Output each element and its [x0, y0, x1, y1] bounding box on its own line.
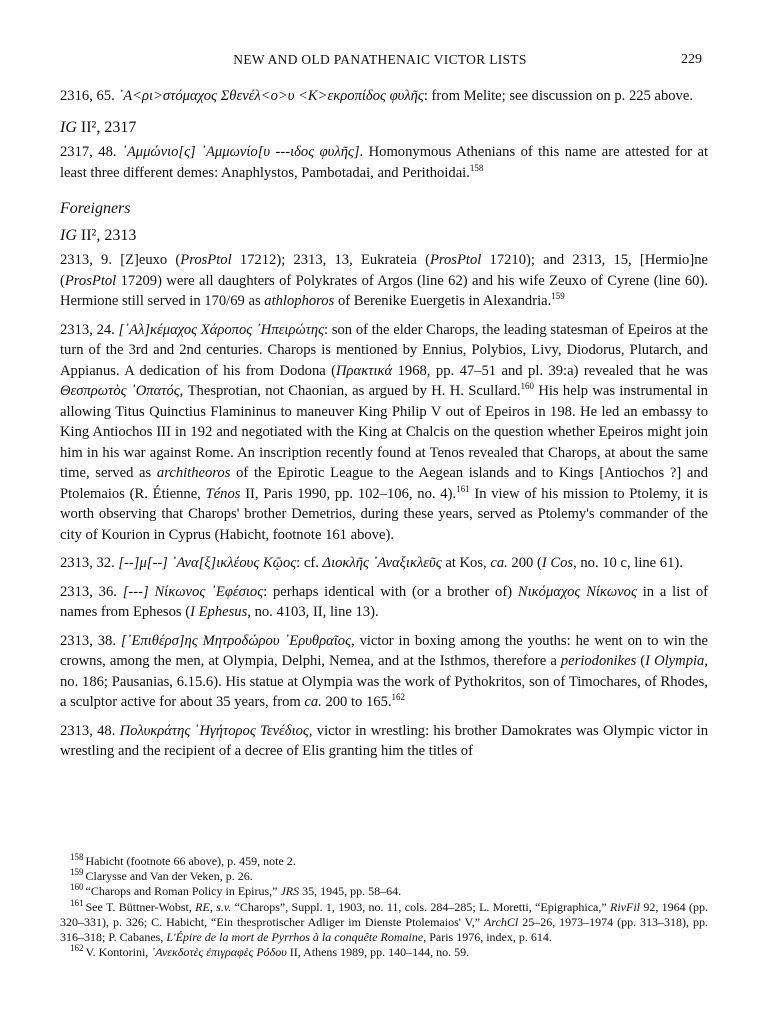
entry-ref: 2316, 65. — [60, 88, 115, 104]
ref-i-olympia: I Olympia — [645, 653, 705, 669]
book-title: L'Épire de la mort de Pyrrhos à la conquête Romaine — [166, 930, 424, 945]
entry-2313-9 — [60, 250, 708, 312]
footnote-number: 158 — [70, 852, 84, 862]
greek-name: [᾿Αλ]κέμαχος Χάροπος ᾿Ηπειρώτης — [118, 321, 325, 338]
ref-i-ephesus: I Ephesus — [190, 604, 248, 620]
ig-label: IG — [60, 226, 77, 244]
entry-text: 200 ( — [507, 555, 542, 571]
entry-text: . Homonymous Athenians of this name are attested for at least three different demes: Anaphlystos, Pambotadai, and Perithoidai. — [60, 144, 708, 181]
greek-name: [᾿Επιθέρσ]ης Μητροδώρου ᾿Ερυθραῖος — [120, 632, 352, 649]
greek-name: Πολυκράτης ῾Ηγήτορος Τενέδιος — [119, 722, 309, 739]
entry-text: In view of his mission to Ptolemy, it is worth observing that Charops' brother Demetrios, during these years, served as Ptolemy's commander of the city of Kourion in Cyprus (Habicht, footnote 161 above). — [60, 485, 708, 543]
entry-text: , victor in wrestling: his brother Damokrates was Olympic victor in wrestling and the recipient of a decree of Elis granting him the titles of — [60, 722, 708, 759]
footnote-text: Clarysse and Van der Veken, p. 26. — [85, 869, 253, 884]
running-title: NEW AND OLD PANATHENAIC VICTOR LISTS — [233, 52, 527, 67]
footnote-number: 162 — [70, 943, 84, 954]
entry-ref: 2313, 48. — [60, 722, 120, 739]
entry-text: 17212); 2313, 13, Eukrateia ( — [231, 252, 430, 268]
main-text — [60, 86, 708, 770]
ref-tenos: Ténos — [205, 485, 241, 502]
footnote-162 — [60, 945, 708, 960]
ig-number: II², 2313 — [76, 226, 137, 244]
entry-text: , Thesprotian, not Chaonian, as argued by H. H. Scullard. — [179, 383, 521, 399]
term-athlophoros: athlophoros — [264, 293, 335, 309]
entry-2313-36 — [60, 582, 708, 623]
section-title-foreigners: Foreigners — [60, 200, 131, 217]
page-number: 229 — [681, 52, 702, 67]
footnote-text: II, Athens 1989, pp. 140–144, no. 59. — [286, 945, 470, 960]
ref-prosptol: ProsPtol — [429, 252, 482, 268]
footnote-text: See T. Büttner-Wobst, — [85, 899, 196, 914]
footnote-ref[interactable]: 158 — [469, 162, 484, 173]
entry-2313-32 — [60, 553, 708, 574]
greek-term: Θεσπρωτὸς ᾿Οπατός — [60, 383, 180, 399]
footnote-text: “Charops and Roman Policy in Epirus,” — [85, 884, 281, 899]
footnote-text: 35, 1945, pp. 58–64. — [299, 884, 402, 899]
footnote-text: 92, 1964 (pp. 320–331), p. 326; C. Habicht, “Ein thesprotischer Adliger im Dienste Ptolemaios' V,” — [60, 899, 708, 929]
entry-text: of the Epirotic League to the Aegean islands and to Kings [Antiochos ?] and Ptolemaios (R. Étienne, — [60, 465, 709, 502]
footnote-ref[interactable]: 162 — [391, 692, 406, 703]
entry-text: : from Melite; see discussion on p. 225 above. — [423, 88, 693, 104]
footnotes — [60, 854, 708, 960]
entry-text: , no. 10 c, line 61). — [573, 555, 683, 571]
ref-i-cos: I Cos — [541, 555, 574, 571]
entry-text: , no. 186; Pausanias, 6.15.6). His statue at Olympia was the work of Pythokritos, son of Timochares, of Rhodes, a sculptor active for about 35 years, from — [60, 653, 708, 710]
entry-ref: 2317, 48. — [60, 144, 117, 160]
entry-text: : cf. — [296, 555, 323, 571]
footnote-text: , Paris 1976, index, p. 614. — [423, 930, 552, 945]
greek-name: Νικόμαχος Νίκωνος — [517, 583, 637, 600]
ig-label: IG — [60, 118, 77, 136]
footnote-text: V. Kontorini, — [85, 945, 152, 960]
footnote-159 — [60, 869, 708, 884]
heading-ig-2317 — [60, 118, 708, 139]
footnote-158 — [60, 854, 708, 869]
entry-text: 2313, 9. [Z]euxo ( — [60, 252, 181, 268]
abbr-circa: ca. — [490, 555, 508, 571]
entry-text: ( — [636, 653, 646, 669]
ref-prosptol: ProsPtol — [64, 272, 117, 289]
footnote-text: “Charops”, Suppl. 1, 1903, no. 11, cols. 284–285; L. Moretti, “Epigraphica,” — [231, 899, 611, 914]
journal-title: RivFil — [610, 899, 641, 914]
entry-text: 200 to 165. — [321, 694, 392, 710]
running-head — [0, 52, 762, 72]
greek-name: Διοκλῆς ᾿Αναξικλεῦς — [322, 555, 442, 571]
book-title: ᾿Ανεκδοτὲς ἐπιγραφὲς Ρόδου — [151, 945, 287, 960]
footnote-ref[interactable]: 159 — [551, 291, 565, 302]
footnote-160 — [60, 884, 708, 899]
footnote-number: 159 — [70, 867, 84, 878]
abbr-circa: ca. — [304, 694, 322, 710]
entry-text: : son of the elder Charops, the leading statesman of Epeiros at the turn of the 3rd and 2nd centuries. Charops is mentioned by Ennius, Polybios, Livy, Diodorus, Plutarch, and Appianus. A dedication of his from Dodona ( — [60, 321, 708, 379]
entry-text: in a list of names from Ephesos ( — [60, 583, 708, 620]
footnote-ref[interactable]: 161 — [456, 483, 470, 494]
entry-2313-24 — [60, 320, 708, 546]
journal-title: ArchCl — [484, 914, 519, 929]
greek-term: Πρακτικά — [336, 362, 393, 379]
entry-text: 17209) were all daughters of Polykrates of Argos (line 62) and his wife Zeuxo of Cyrene (line 60). Hermione still served in 170/69 as — [60, 272, 708, 309]
entry-2316-65 — [60, 86, 708, 107]
entry-text: at Kos, — [441, 555, 491, 571]
footnote-161 — [60, 897, 708, 946]
ref-prosptol: ProsPtol — [180, 252, 232, 268]
ig-number: II², 2317 — [76, 118, 137, 136]
journal-title: JRS — [280, 884, 300, 899]
entry-text: 1968, pp. 47–51 and pl. 39:a) revealed that he was — [392, 362, 708, 379]
entry-text: His help was instrumental in allowing Titus Quinctius Flamininus to maneuver King Philip V out of Epeiros in 198. He led an embassy to King Antiochos III in 192 and negotiated with the King at Chalcis on the question whether Epeiros might join him in his war against Rome. An inscription recently found at Tenos revealed that Charops, at about the same time, served as — [60, 383, 708, 481]
term-architheoros: architheoros — [156, 465, 231, 481]
footnote-text: Habicht (footnote 66 above), p. 459, note 2. — [85, 854, 296, 868]
entry-2313-48 — [60, 721, 708, 762]
heading-ig-2313 — [60, 226, 708, 247]
entry-ref: 2313, 32. — [60, 555, 119, 571]
footnote-text: 25–26, 1973–1974 (pp. 313–318), pp. 316–318; P. Cabanes, — [60, 914, 708, 945]
entry-text: : perhaps identical with (or a brother of) — [263, 583, 518, 600]
entry-ref: 2313, 24. — [60, 321, 119, 338]
entry-2317-48 — [60, 142, 708, 183]
greek-name: ᾿Αμμώνιο[ς] ᾿Αμμωνίο[υ ---ιδος φυλῆς] — [121, 144, 360, 160]
entry-text: , victor in boxing among the youths: he went on to win the crowns, among the men, at Olympia, Delphi, Nemea, and at the Isthmos, therefore a — [60, 632, 708, 669]
entry-text: of Berenike Euergetis in Alexandria. — [334, 293, 552, 309]
entry-text: 17210); and 2313, 15, [Hermio]ne ( — [60, 252, 708, 289]
entry-ref: 2313, 38. — [60, 632, 121, 649]
entry-2313-38 — [60, 631, 708, 713]
term-periodonikes: periodonikes — [560, 653, 637, 669]
entry-text: , no. 4103, II, line 13). — [247, 604, 379, 620]
entry-ref: 2313, 36. — [60, 583, 123, 600]
greek-name: ᾿Α<ρι>στόμαχος Σθενέλ<ο>υ <Κ>εκροπίδος φυλῆς — [118, 88, 424, 104]
footnote-number: 160 — [70, 882, 84, 893]
entry-text: II, Paris 1990, pp. 102–106, no. 4). — [240, 485, 457, 502]
greek-name: [--]μ[--] ᾿Ανα[ξ]ικλέους Κῷος — [118, 555, 297, 571]
footnote-number: 161 — [70, 897, 84, 908]
footnote-ref[interactable]: 160 — [520, 381, 535, 392]
journal-title: RE, s.v. — [195, 899, 232, 914]
greek-name: [---] Νίκωνος ᾿Εφέσιος — [122, 583, 264, 600]
